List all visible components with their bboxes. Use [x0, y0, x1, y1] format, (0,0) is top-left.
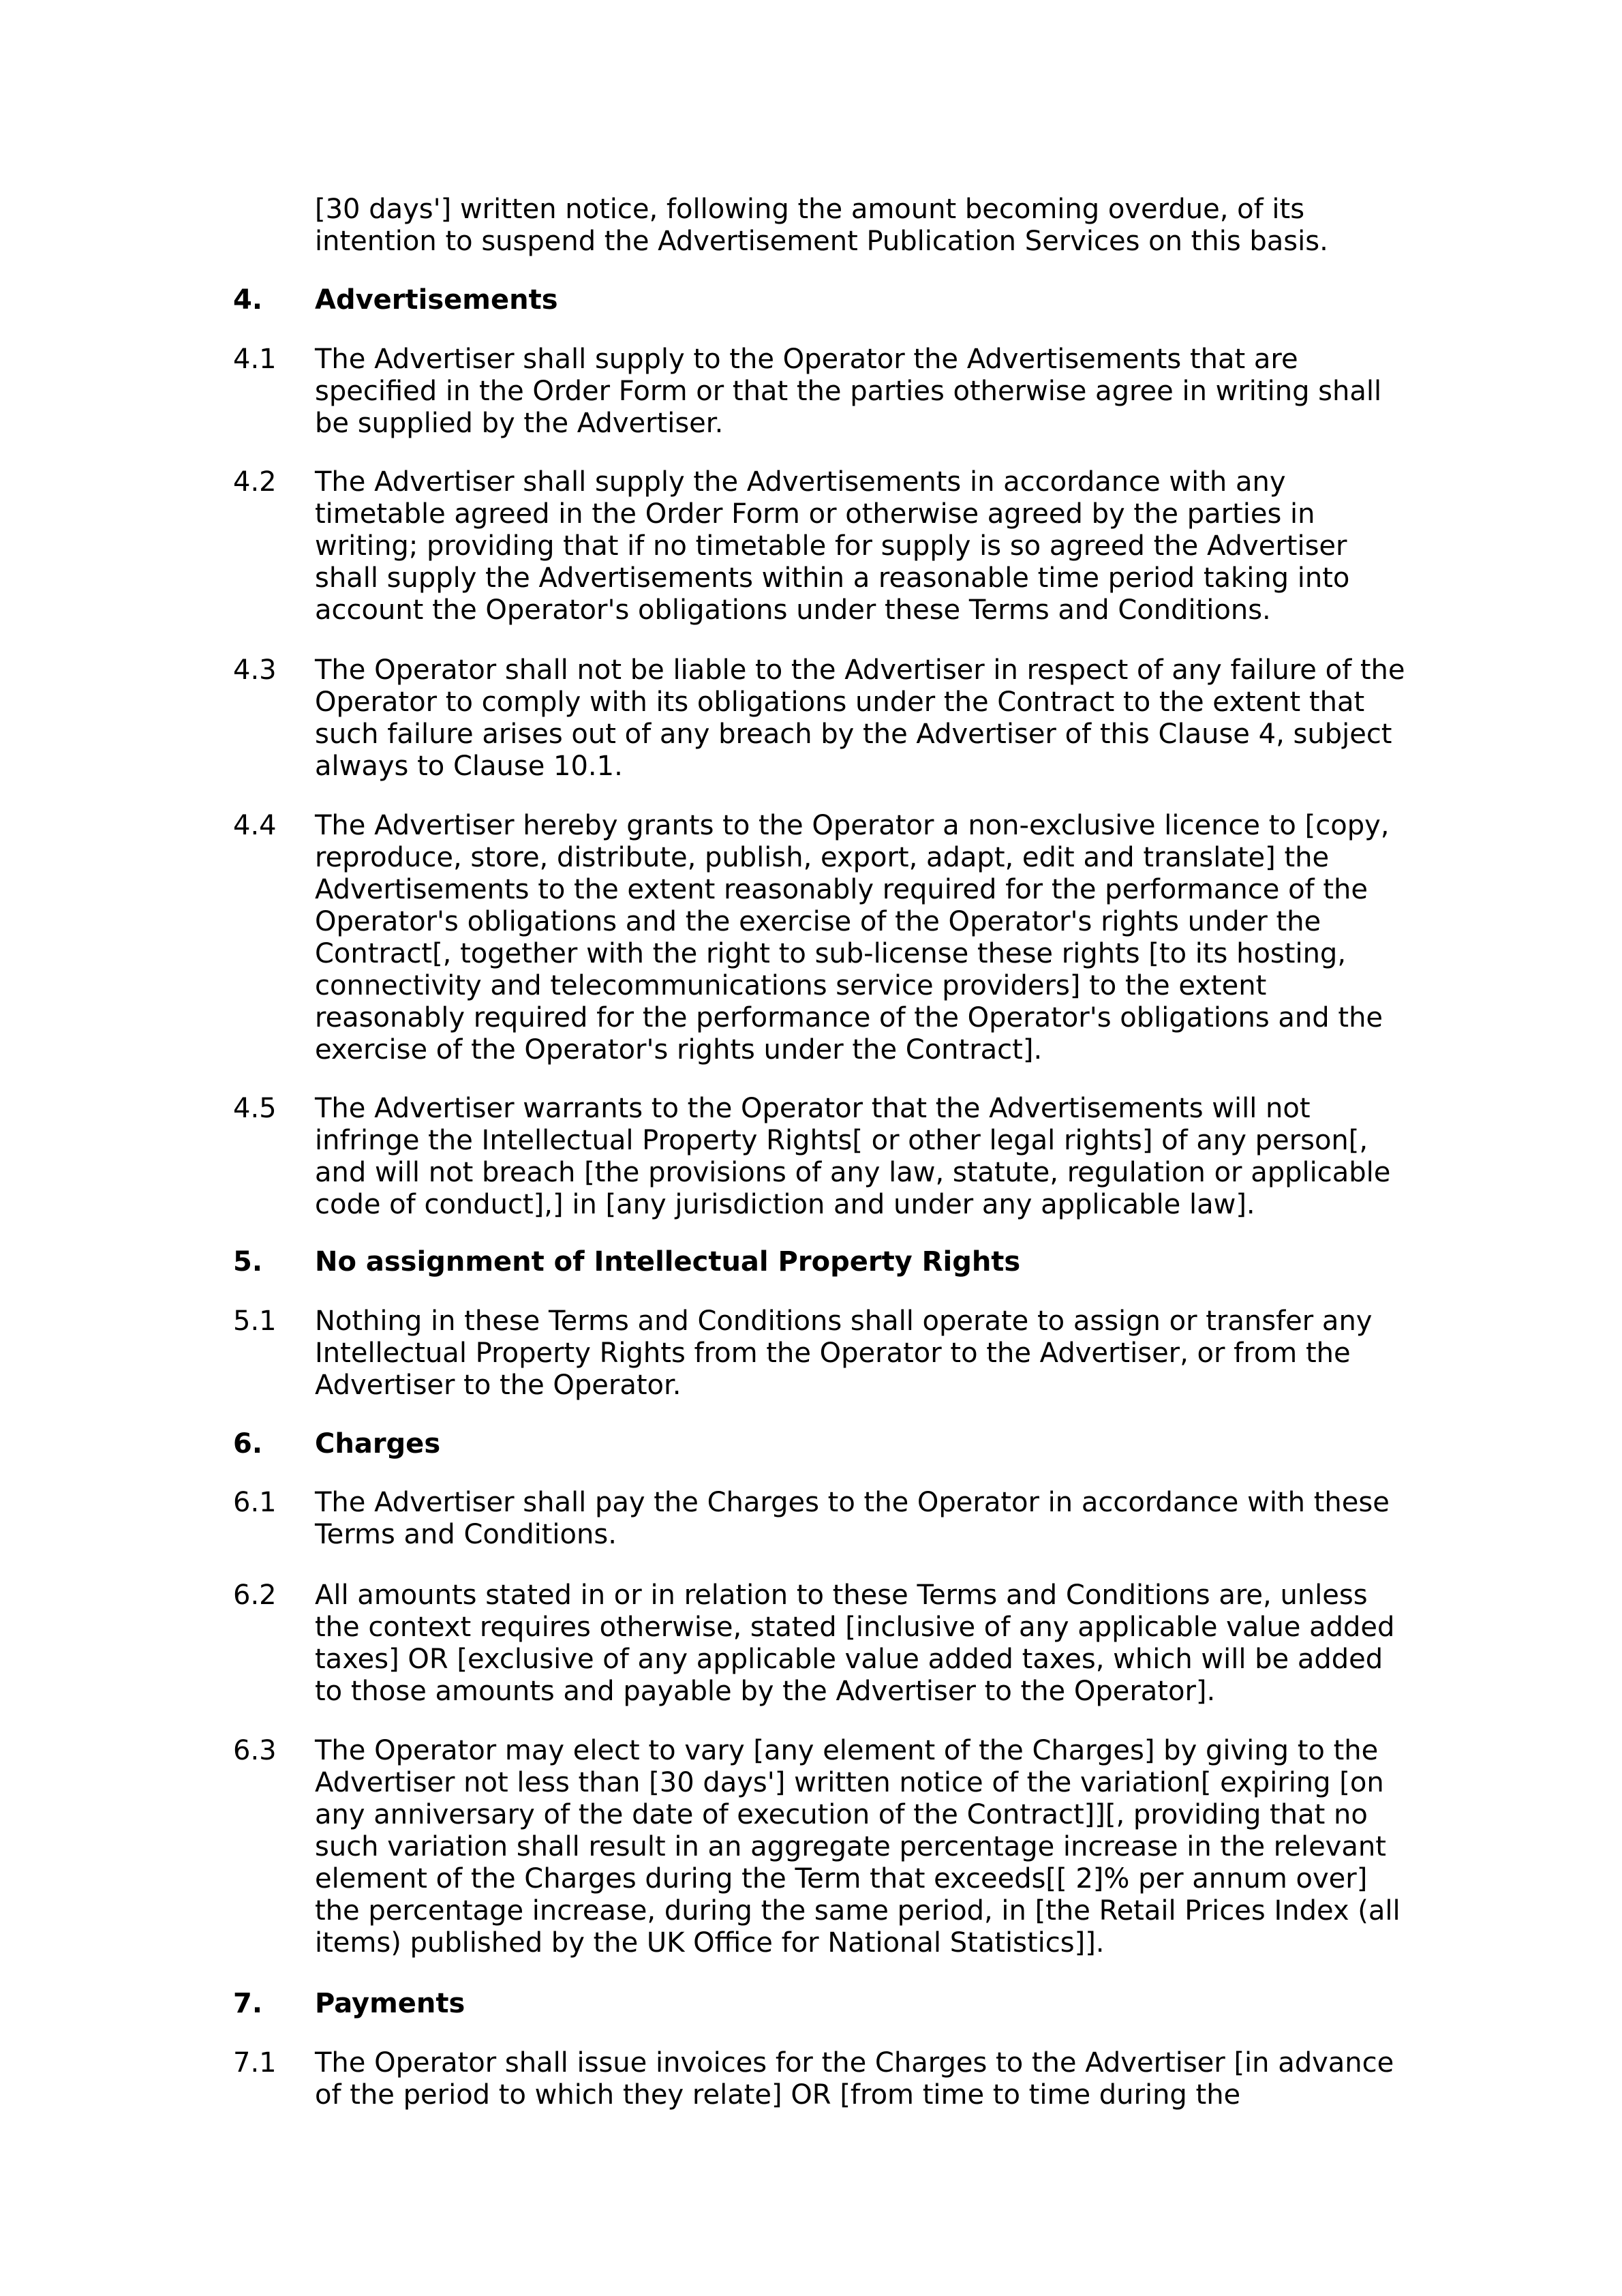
- section-number: 5.: [233, 1246, 263, 1278]
- clause-6-3: [233, 1735, 1405, 1959]
- continuation-paragraph: [233, 194, 1405, 258]
- clause-text: The Advertiser hereby grants to the Operator a non-exclusive licence to [copy, reproduce, store, distribute, publish, export, adapt, edit and translate] the Advertisements to the extent reasonably required for the performance of the Operator's obligations and the exercise of the Operator's rights under the Contract[, together with the right to sub-license these rights [to its hosting, connectivity and telecommunications service providers] to the extent reasonably required for the performance of the Operator's obligations and the exercise of the Operator's rights under the Contract].: [315, 810, 1390, 1066]
- clause-4-5: [233, 1093, 1405, 1221]
- section-title: Payments: [315, 1988, 465, 2019]
- clause-5-1: [233, 1305, 1405, 1402]
- clause-text: The Advertiser shall supply to the Operator the Advertisements that are specified in the Order Form or that the parties otherwise agree in writing shall be supplied by the Advertiser.: [315, 344, 1382, 439]
- section-number: 6.: [233, 1428, 263, 1460]
- clause-text: The Operator shall issue invoices for the Charges to the Advertiser [in advance of the period to which they relate] OR [from time to time during the: [315, 2047, 1394, 2111]
- section-number: 7.: [233, 1988, 263, 2019]
- section-title: Advertisements: [315, 284, 558, 316]
- clause-6-2: [233, 1580, 1405, 1708]
- clause-number: 5.1: [233, 1305, 277, 1337]
- clause-number: 4.2: [233, 466, 277, 498]
- clause-number: 6.3: [233, 1735, 277, 1766]
- clause-number: 4.3: [233, 654, 277, 686]
- clause-number: 6.2: [233, 1580, 277, 1611]
- clause-text: The Operator shall not be liable to the Advertiser in respect of any failure of the Operator to comply with its obligations under the Contract to the extent that such failure arises out of any breach by the Advertiser of this Clause 4, subject always to Clause 10.1.: [315, 654, 1405, 782]
- section-title: No assignment of Intellectual Property Rights: [315, 1246, 1021, 1278]
- section-title: Charges: [315, 1428, 441, 1460]
- section-number: 4.: [233, 284, 263, 316]
- clause-text: Nothing in these Terms and Conditions shall operate to assign or transfer any Intellectual Property Rights from the Operator to the Advertiser, or from the Advertiser to the Operator.: [315, 1305, 1373, 1401]
- clause-6-1: [233, 1487, 1405, 1551]
- clause-number: 7.1: [233, 2047, 277, 2079]
- clause-text: The Advertiser shall pay the Charges to the Operator in accordance with these Terms and Conditions.: [315, 1487, 1390, 1550]
- clause-4-3: [233, 654, 1405, 783]
- paragraph-text: [30 days'] written notice, following the amount becoming overdue, of its intention to suspend the Advertisement Publication Services on this basis.: [315, 194, 1328, 257]
- clause-4-4: [233, 810, 1405, 1066]
- clause-text: All amounts stated in or in relation to these Terms and Conditions are, unless the context requires otherwise, stated [inclusive of any applicable value added taxes] OR [exclusive of any applicable value added taxes, which will be added to those amounts and payable by the Advertiser to the Operator].: [315, 1580, 1395, 1707]
- section-heading-4: [233, 284, 1405, 316]
- clause-4-2: [233, 466, 1405, 626]
- clause-text: The Advertiser shall supply the Advertisements in accordance with any timetable agreed in the Order Form or otherwise agreed by the parties in writing; providing that if no timetable for supply is so agreed the Advertiser shall supply the Advertisements within a reasonable time period taking into account the Operator's obligations under these Terms and Conditions.: [315, 466, 1350, 626]
- clause-number: 4.4: [233, 810, 277, 841]
- clause-number: 4.1: [233, 344, 277, 375]
- clause-text: The Advertiser warrants to the Operator that the Advertisements will not infringe the Intellectual Property Rights[ or other legal rights] of any person[, and will not breach [the provisions of any law, statute, regulation or applicable code of conduct],] in [any jurisdiction and under any applicable law].: [315, 1093, 1391, 1220]
- section-heading-5: [233, 1246, 1405, 1278]
- clause-text: The Operator may elect to vary [any element of the Charges] by giving to the Advertiser not less than [30 days'] written notice of the variation[ expiring [on any anniversary of the date of execution of the Contract]][, providing that no such variation shall result in an aggregate percentage increase in the relevant element of the Charges during the Term that exceeds[[ 2]% per annum over] the percentage increase, during the same period, in [the Retail Prices Index (all items) published by the UK Office for National Statistics]].: [315, 1735, 1401, 1959]
- clause-number: 4.5: [233, 1093, 277, 1124]
- clause-7-1: [233, 2047, 1405, 2111]
- clause-4-1: [233, 344, 1405, 440]
- section-heading-6: [233, 1428, 1405, 1460]
- section-heading-7: [233, 1988, 1405, 2020]
- clause-number: 6.1: [233, 1487, 277, 1518]
